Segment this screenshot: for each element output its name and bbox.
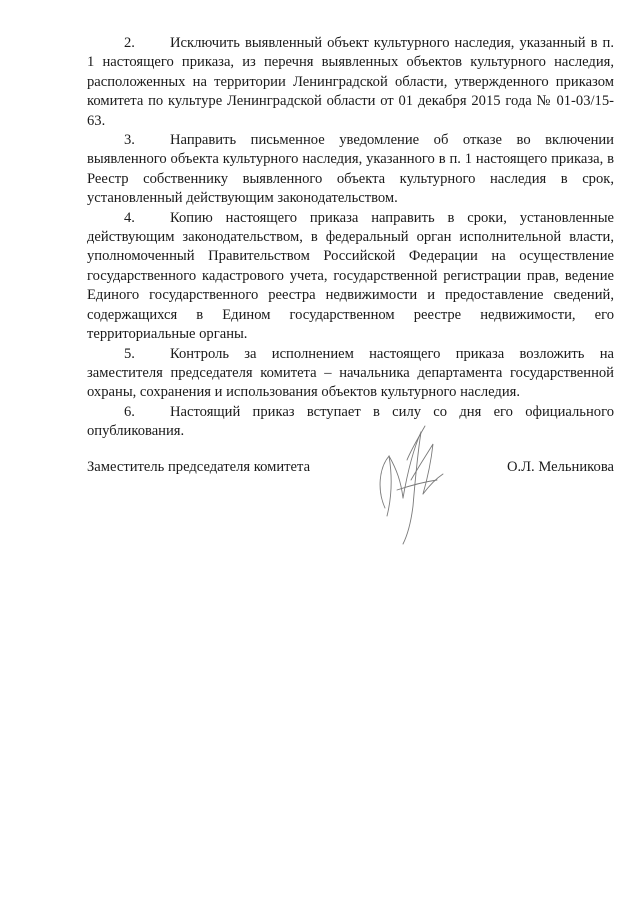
paragraph-number: 4.	[124, 209, 135, 226]
signature-block	[87, 455, 614, 545]
paragraph-number: 5.	[124, 345, 135, 362]
paragraph-2	[87, 34, 614, 131]
paragraph-text: Копию настоящего приказа направить в сроки, установленные действующим законодательством, в федеральный орган исполнительной власти, уполномоченный Правительством Российской Федерации на осуществление государственного кадастрового учета, государственной регистрации прав, ведение Единого государственного реестра недвижимости и предоставление сведений, содержащихся в Едином государственном реестре недвижимости, его территориальные органы.	[87, 209, 614, 343]
paragraph-number: 3.	[124, 132, 135, 149]
paragraph-6	[87, 403, 614, 442]
document-body	[87, 34, 614, 442]
signatory-title: Заместитель председателя комитета	[87, 459, 311, 475]
handwritten-signature	[367, 420, 457, 550]
paragraph-text: Настоящий приказ вступает в силу со дня его официального опубликования.	[87, 403, 614, 440]
paragraph-4	[87, 209, 614, 345]
paragraph-5	[87, 345, 614, 403]
paragraph-number: 2.	[124, 35, 135, 51]
paragraph-text: Исключить выявленный объект культурного наследия, указанный в п. 1 настоящего приказа, из перечня выявленных объектов культурного наследия, расположенных на территории Ленинградской области, утвержденного приказом комитета по культуре Ленинградской области от 01 декабря 2015 года № 01-03/15-63.	[87, 35, 614, 129]
paragraph-3	[87, 131, 614, 209]
signatory-name: О.Л. Мельникова	[506, 459, 614, 475]
paragraph-text: Контроль за исполнением настоящего приказа возложить на заместителя председателя комитета – начальника департамента государственной охраны, сохранения и использования объектов культурного наследия.	[87, 345, 614, 401]
paragraph-number: 6.	[124, 403, 135, 420]
paragraph-text: Направить письменное уведомление об отказе во включении выявленного объекта культурного наследия, указанного в п. 1 настоящего приказа, в Реестр собственнику выявленного объекта культурного наследия в срок, установленный действующим законодательством.	[87, 132, 614, 207]
